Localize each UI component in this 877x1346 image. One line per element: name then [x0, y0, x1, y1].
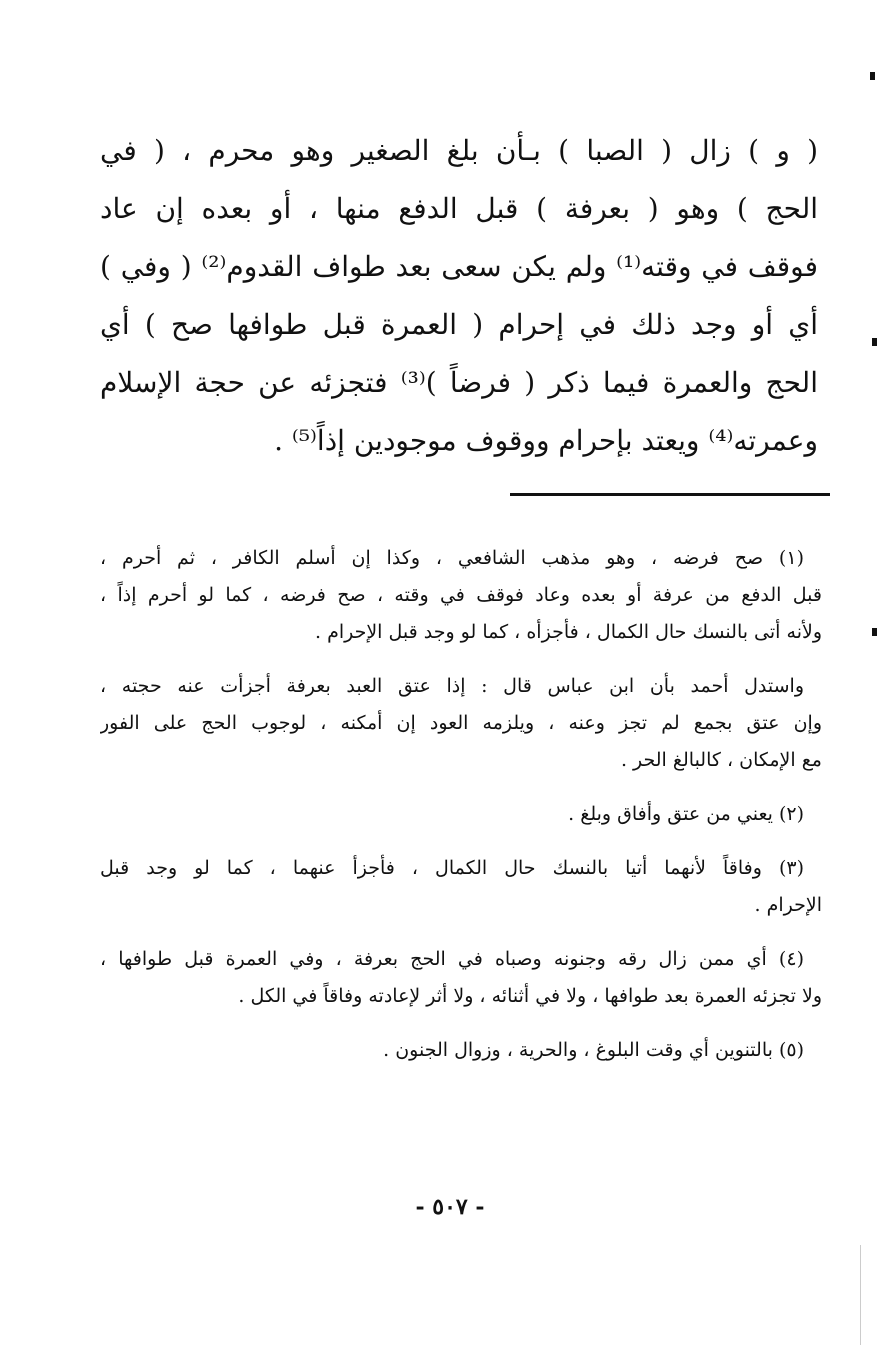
footnote-3	[100, 850, 822, 924]
footnote-line: (٤) أي ممن زال رقه وجنونه وصباه في الحج بعرفة ، وفي العمرة قبل طوافها ،	[100, 948, 804, 970]
footnote-line: (٣) وفاقاً لأنهما أتيا بالنسك حال الكمال ، فأجزأ عنهما ، كما لو وجد قبل	[100, 857, 804, 879]
page-number: - ٥٠٧ -	[415, 1194, 485, 1220]
footnote-line: الإحرام .	[754, 894, 822, 916]
footnote-separator	[510, 493, 830, 496]
main-text-line: ( و ) زال ( الصبا ) بـأن بلغ الصغير وهو محرم ، ( في	[100, 134, 818, 167]
scan-mark	[872, 628, 877, 636]
footnote-line: (٢) يعني من عتق وأفاق وبلغ .	[568, 803, 804, 825]
footnote-line: ولا تجزئه العمرة بعد طوافها ، ولا في أثنائه ، ولا أثر لإعادته وفاقاً في الكل .	[238, 985, 822, 1007]
scan-edge-line	[860, 1245, 861, 1345]
main-text-line: الحج ) وهو ( بعرفة ) قبل الدفع منها ، أو بعده إن عاد	[100, 192, 818, 225]
footnote-line: (١) صح فرضه ، وهو مذهب الشافعي ، وكذا إن أسلم الكافر ، ثم أحرم ،	[100, 547, 804, 569]
scan-mark	[870, 72, 875, 80]
footnote-line: قبل الدفع من عرفة أو بعده وعاد فوقف في وقته ، صح فرضه ، كما لو أحرم إذاً ،	[100, 584, 822, 606]
footnote-line: وإن عتق بجمع لم تجز وعنه ، ويلزمه العود إن أمكنه ، لوجوب الحج على الفور	[100, 712, 822, 734]
footnote-line: واستدل أحمد بأن ابن عباس قال : إذا عتق العبد بعرفة أجزأت عنه حجته ،	[100, 675, 804, 697]
footnote-1	[100, 540, 822, 651]
footnote-line: ولأنه أتى بالنسك حال الكمال ، فأجزأه ، كما لو وجد قبل الإحرام .	[315, 621, 822, 643]
main-text-line: وعمرته⁽⁴⁾ ويعتد بإحرام ووقوف موجودين إذاً⁽⁵⁾ .	[274, 424, 818, 457]
footnote-1-continued	[100, 668, 822, 779]
scan-mark	[872, 338, 877, 346]
footnote-2	[100, 796, 822, 833]
main-text-line: الحج والعمرة فيما ذكر ( فرضاً )⁽³⁾ فتجزئه عن حجة الإسلام	[100, 366, 818, 399]
footnote-line: (٥) بالتنوين أي وقت البلوغ ، والحرية ، وزوال الجنون .	[383, 1039, 804, 1061]
footnote-4	[100, 941, 822, 1015]
main-text-line: فوقف في وقته⁽¹⁾ ولم يكن سعى بعد طواف القدوم⁽²⁾ ( وفي )	[100, 250, 818, 283]
main-text-line: أي أو وجد ذلك في إحرام ( العمرة قبل طوافها صح ) أي	[100, 308, 818, 341]
footnotes	[100, 540, 822, 1086]
footnote-5	[100, 1032, 822, 1069]
footnote-line: مع الإمكان ، كالبالغ الحر .	[620, 749, 822, 771]
main-text	[100, 122, 818, 470]
